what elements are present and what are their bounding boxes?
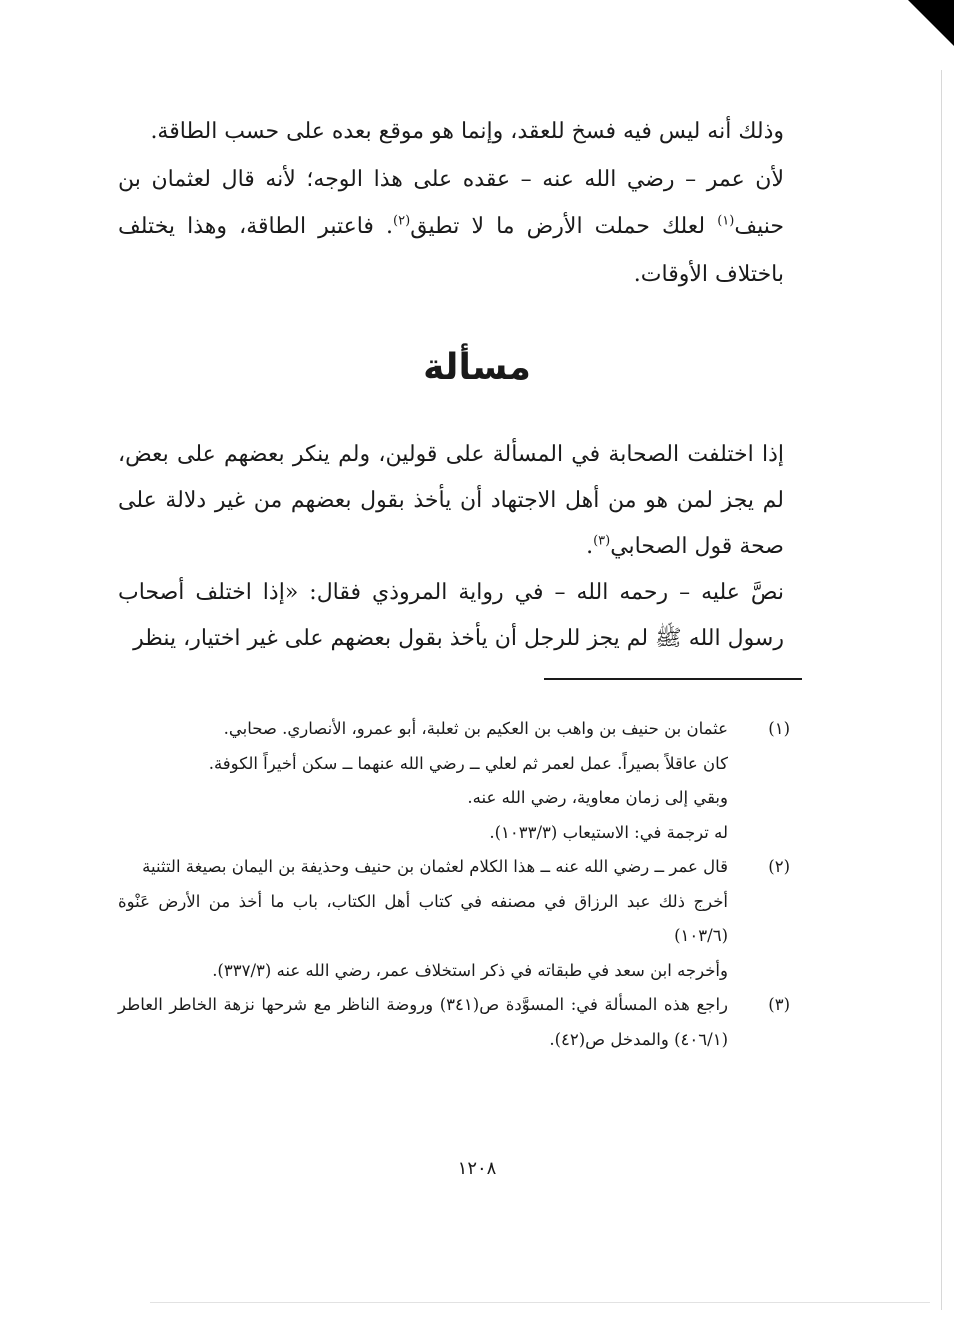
footnote-line: قال عمر ــ رضي الله عنه ــ هذا الكلام لعثمان بن حنيف وحذيفة بن اليمان بصيغة التثنية [142,857,728,876]
paragraph-1-text-a: لأن عمر – رضي الله عنه – عقده على هذا الوجه؛ لأنه قال لعثمان بن حنيف [118,166,784,239]
paragraph-1-text-c: . فاعتبر الطاقة، وهذا يختلف باختلاف الأوقات. [118,214,784,287]
footnotes [118,712,790,1057]
page-number: ١٢٠٨ [457,1158,497,1179]
footnote-ref-1: (١) [717,213,735,229]
footnote-ref-3: (٣) [593,533,611,549]
footnote-3 [118,988,790,1057]
footnote-1 [118,712,790,850]
footnote-number: (٣) [768,995,790,1014]
footnote-number: (٢) [768,857,790,876]
corner-marker [908,0,954,46]
footnote-line: راجع هذه المسألة في: المسوَّدة ص(٣٤١) وروضة الناظر مع شرحها نزهة الخاطر العاطر (٤٠٦/١) والمدخل ص(٤٢). [118,995,728,1049]
paragraph-2-text: إذا اختلفت الصحابة في المسألة على قولين، ولم ينكر بعضهم على بعض، لم يجز لمن هو من أهل الاجتهاد أن يأخذ بقول بعضهم من غير دلالة على صحة قول الصحابي [118,442,784,559]
footnote-ref-2: (٢) [393,213,411,229]
page-edge-line [941,70,942,1310]
main-text-bottom [118,432,784,662]
footnote-line: أخرج ذلك عبد الرزاق في مصنفه في كتاب أهل الكتاب، باب ما أخذ من الأرض عَنْوة (١٠٣/٦) [118,891,728,945]
page-bottom-line [150,1302,930,1303]
paragraph-2 [118,432,784,570]
footnote-2 [118,850,790,988]
footnote-separator [544,678,802,680]
paragraph-3: نصَّ عليه – رحمه الله – في رواية المروذي فقال: «إذا اختلف أصحاب رسول الله ﷺ لم يجز للرجل أن يأخذ بقول بعضهم على غير اختيار، ينظر [118,580,784,651]
footnote-line: عثمان بن حنيف بن واهب بن العكيم بن ثعلبة، أبو عمرو، الأنصاري. صحابي. [223,719,728,738]
footnote-number: (١) [768,719,790,738]
paragraph-1-text-b: لعلك حملت الأرض ما لا تطيق [410,214,718,239]
paragraph-2-end: . [586,534,594,559]
footnote-line: وأخرجه ابن سعد في طبقاته في ذكر استخلاف عمر، رضي الله عنه (٣٣٧/٣). [212,960,728,980]
paragraph-1-line-1: وذلك أنه ليس فيه فسخ للعقد، وإنما هو موقع بعده على حسب الطاقة. [150,119,784,144]
main-text-top [118,108,784,298]
footnote-line: له ترجمة في: الاستيعاب (١٠٣٣/٣). [489,822,728,842]
section-heading: مسألة [423,347,531,388]
footnote-line: وبقي إلى زمان معاوية، رضي الله عنه. [467,788,728,807]
paragraph-1-rest [118,156,784,299]
footnote-line: كان عاقلاً بصيراً. عمل لعمر ثم لعلي ــ رضي الله عنهما ــ سكن أخيراً الكوفة. [208,753,728,773]
